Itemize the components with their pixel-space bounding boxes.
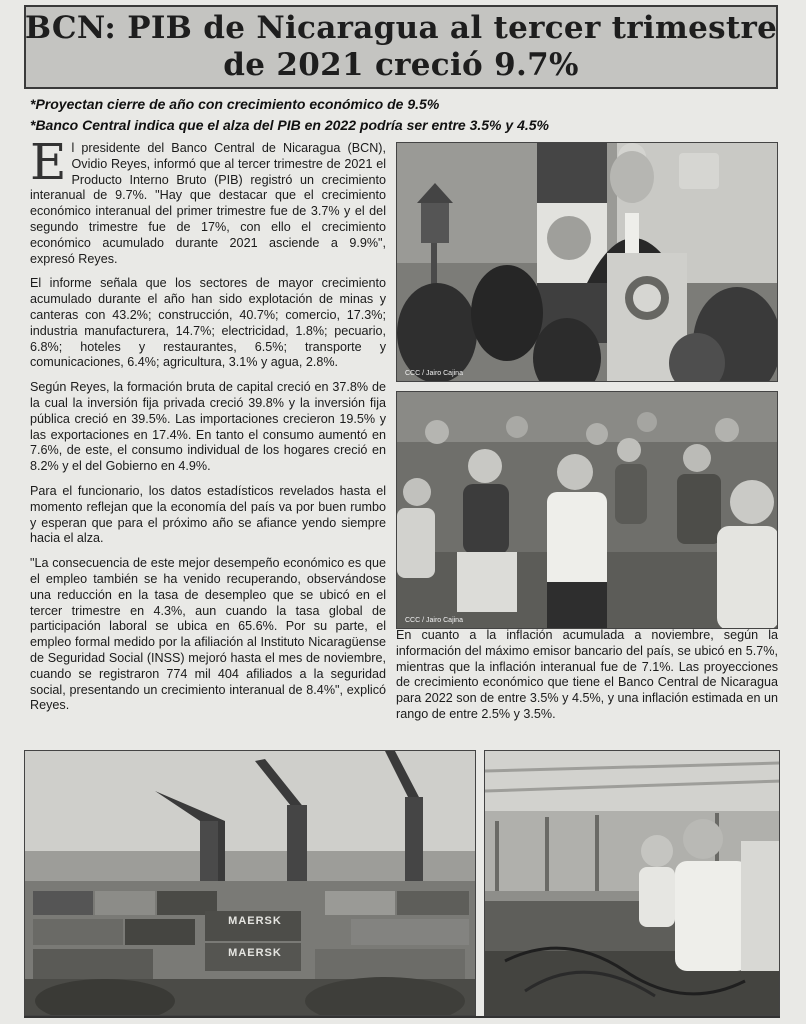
factory-image: [485, 751, 780, 1016]
headline-line-2: de 2021 creció 9.7%: [223, 47, 579, 83]
speaker-podium-image: [397, 143, 778, 382]
paragraph-1: [30, 133, 386, 267]
container-label-2: MAERSK: [228, 947, 282, 959]
container-label-1: MAERSK: [228, 915, 282, 927]
subheading-2: *Banco Central indica que el alza del PIB en 2022 podría ser entre 3.5% y 4.5%: [30, 117, 549, 133]
paragraph-2: El informe señala que los sectores de mayor crecimiento acumulado durante el año han sido explotación de minas y canteras con 43.2%; construcción, 40.7%; comercio, 17.3%; industria manufacturera, 14.7%; electricidad, 1.8%; pecuario, 6.8%; hoteles y restaurantes, 6.5%; transporte y comunicaciones, 6.4%; agricultura, 3.1% y agua, 2.8%.: [30, 276, 386, 370]
article-left-column: [30, 133, 386, 723]
audience-image: [397, 392, 778, 629]
photo-factory-workers: [484, 750, 780, 1016]
headline-banner: [24, 5, 778, 89]
article-right-column: [396, 628, 778, 723]
paragraph-1-text: l presidente del Banco Central de Nicaragua (BCN), Ovidio Reyes, informó que al tercer trimestre de 2021 el Producto Interno Bruto (PIB) registró un crecimiento interanual de 9.7%. "Hay que destacar que el crecimiento económico interanual del primer trimestre fue de 3.7% y el del segundo trimestre fue de 17%, con ello el crecimiento económico acumulado durante 2021 asciende a 9.9%", expresó Reyes.: [30, 141, 386, 266]
paragraph-5: "La consecuencia de este mejor desempeño económico es que el empleo también se ha venido recuperando, observándose una reducción en la tasa de desempleo que se ubicó en el tercer trimestre en 4.3%, aun cuando la tasa global de participación laboral se ubica en 65.6%. Por su parte, el empleo formal medido por la afiliación al Instituto Nicaragüense de Seguridad Social (INSS) mejoró hasta el mes de noviembre, cuando se registraron 774 mil 404 afiliados a la seguridad social, presentando un crecimiento interanual de 8.4%", explicó Reyes.: [30, 556, 386, 713]
drop-cap: E: [30, 133, 67, 191]
paragraph-4: Para el funcionario, los datos estadísticos revelados hasta el momento reflejan que la economía del país va por buen rumbo y esperan que para el próximo año se afiance yendo siempre hacia el alza.: [30, 483, 386, 546]
paragraph-6: En cuanto a la inflación acumulada a noviembre, según la información del máximo emisor bancario del país, se ubicó en 5.7%, mientras que la inflación interanual fue de 7.1%. Las proyecciones de crecimiento económico que tiene el Banco Central de Nicaragua para 2022 son de entre 3.5% y 4.5%, y una inflación estimada en un rango de entre 2.5% y 3.5%.: [396, 628, 778, 721]
paragraph-3: Según Reyes, la formación bruta de capital creció en 37.8% de la cual la inversión fija privada creció 39.8% y la inversión fija pública creció en 39.5%. Las importaciones crecieron 19.5% y las exportaciones en 17.4%. En tanto el consumo aumentó en 7.6%, de este, el consumo individual de los hogares creció en 8.2% y el del Gobierno en 4.9%.: [30, 380, 386, 474]
photo-speaker-podium: [396, 142, 778, 382]
photo-port-containers: [24, 750, 476, 1016]
subheading-1: *Proyectan cierre de año con crecimiento económico de 9.5%: [30, 96, 440, 112]
port-image: [25, 751, 476, 1016]
photo-audience-masks: [396, 391, 778, 629]
photo-credit-2: CCC / Jairo Cajina: [405, 617, 463, 624]
headline-line-1: BCN: PIB de Nicaragua al tercer trimestre: [24, 10, 778, 46]
photo-credit-1: CCC / Jairo Cajina: [405, 370, 463, 377]
page-bottom-rule: [24, 1016, 780, 1018]
